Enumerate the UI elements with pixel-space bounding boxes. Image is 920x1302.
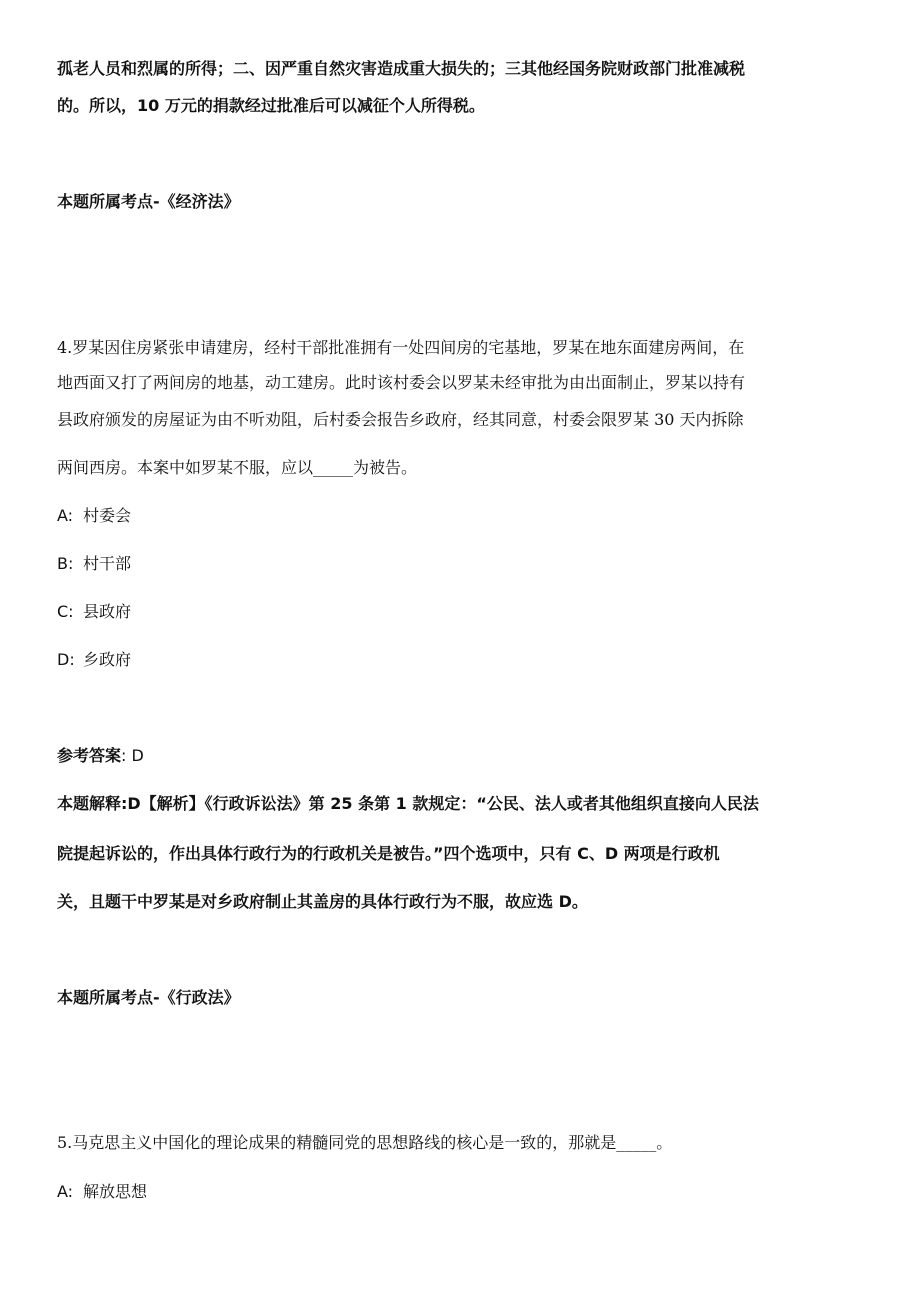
option-letter: B: xyxy=(57,554,74,573)
q4-stem-line-2: 地西面又打了两间房的地基，动工建房。此时该村委会以罗某未经审批为由出面制止，罗某以持有 xyxy=(57,373,746,392)
q4-answer xyxy=(57,745,144,767)
q4-explanation-line-1: 本题解释:D【解析】《行政诉讼法》第 25 条第 1 款规定：“公民、法人或者其他组织直接向人民法 xyxy=(57,794,759,813)
q4-topic: 本题所属考点-《行政法》 xyxy=(57,988,240,1007)
option-letter: A: xyxy=(57,1182,74,1201)
q4-option-d xyxy=(57,649,131,671)
prev-topic: 本题所属考点-《经济法》 xyxy=(57,192,240,211)
option-letter: A: xyxy=(57,506,74,525)
q4-stem-line-3: 县政府颁发的房屋证为由不听劝阻，后村委会报告乡政府，经其同意，村委会限罗某 30 天内拆除 xyxy=(57,410,744,429)
q4-stem-line-1: 4.罗某因住房紧张申请建房，经村干部批准拥有一处四间房的宅基地，罗某在地东面建房两间，在 xyxy=(57,338,745,357)
q4-option-b xyxy=(57,553,131,575)
q4-stem-line-4: 两间西房。本案中如罗某不服，应以_____为被告。 xyxy=(57,458,418,477)
answer-value: : D xyxy=(121,746,144,765)
option-letter: D: xyxy=(57,650,75,669)
q4-option-c xyxy=(57,601,131,623)
option-text: 村干部 xyxy=(83,554,132,573)
option-letter: C: xyxy=(57,602,74,621)
option-text: 村委会 xyxy=(83,506,132,525)
prev-explanation-line-1: 孤老人员和烈属的所得；二、因严重自然灾害造成重大损失的；三其他经国务院财政部门批准减税 xyxy=(57,59,746,78)
q5-option-a xyxy=(57,1181,147,1203)
answer-label: 参考答案 xyxy=(57,746,122,765)
q4-explanation-line-2: 院提起诉讼的，作出具体行政行为的行政机关是被告。”四个选项中，只有 C、D 两项是行政机 xyxy=(57,844,720,863)
q5-stem-line-1: 5.马克思主义中国化的理论成果的精髓同党的思想路线的核心是一致的，那就是_____。 xyxy=(57,1133,673,1152)
q4-option-a xyxy=(57,505,131,527)
option-text: 乡政府 xyxy=(83,650,132,669)
option-text: 解放思想 xyxy=(83,1182,148,1201)
option-text: 县政府 xyxy=(83,602,132,621)
prev-explanation-line-2: 的。所以，10 万元的捐款经过批准后可以减征个人所得税。 xyxy=(57,96,485,115)
q4-explanation-line-3: 关，且题干中罗某是对乡政府制止其盖房的具体行政行为不服，故应选 D。 xyxy=(57,892,588,911)
